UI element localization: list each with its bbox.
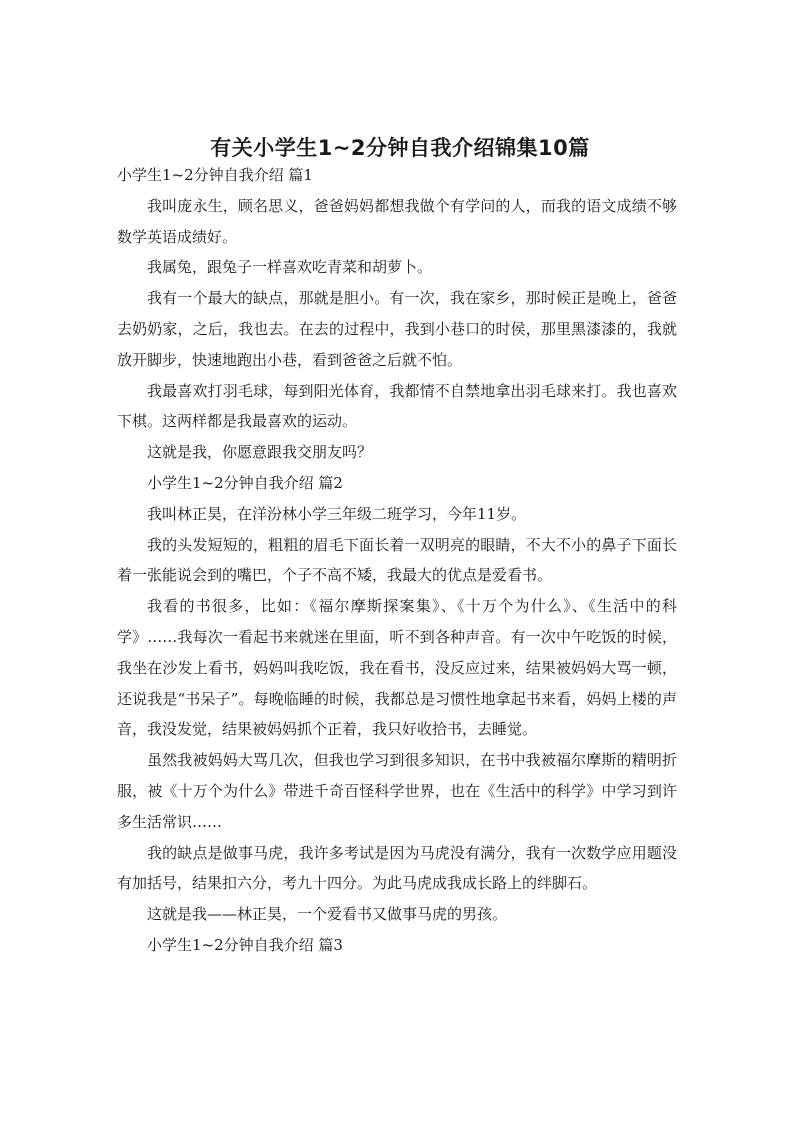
paragraph: 我有一个最大的缺点，那就是胆小。有一次，我在家乡，那时候正是晚上，爸爸去奶奶家，之后，我也去。在去的过程中，我到小巷口的时侯，那里黑漆漆的，我就放开脚步，快速地跑出小巷，看到爸爸之后就不怕。 — [117, 289, 677, 369]
paragraph: 我最喜欢打羽毛球，每到阳光体育，我都情不自禁地拿出羽毛球来打。我也喜欢下棋。这两样都是我最喜欢的运动。 — [117, 381, 677, 431]
paragraph: 虽然我被妈妈大骂几次，但我也学习到很多知识，在书中我被福尔摩斯的精明折服，被《十万个为什么》带进千奇百怪科学世界，也在《生活中的科学》中学习到许多生活常识…… — [117, 751, 677, 831]
paragraph: 我看的书很多，比如：《福尔摩斯探案集》、《十万个为什么》、《生活中的科学》……我每次一看起书来就迷在里面，听不到各种声音。有一次中午吃饭的时候，我坐在沙发上看书，妈妈叫我吃饭，我在看书，没反应过来，结果被妈妈大骂一顿，还说我是“书呆子”。每晚临睡的时候，我都总是习惯性地拿起书来看，妈妈上楼的声音，我没发觉，结果被妈妈抓个正着，我只好收拾书，去睡觉。 — [117, 597, 677, 739]
paragraph: 我属兔，跟兔子一样喜欢吃青菜和胡萝卜。 — [147, 258, 433, 277]
section-heading: 小学生1~2分钟自我介绍 篇1 — [117, 166, 313, 184]
paragraph: 我叫林正昊，在洋汾林小学三年级二班学习，今年11岁。 — [147, 504, 527, 523]
section-heading: 小学生1~2分钟自我介绍 篇2 — [147, 473, 343, 492]
paragraph: 我叫庞永生，顾名思义，爸爸妈妈都想我做个有学问的人，而我的语文成绩不够数学英语成绩好。 — [117, 196, 677, 246]
document-body — [117, 160, 677, 961]
paragraph: 我的头发短短的，粗粗的眉毛下面长着一双明亮的眼睛，不大不小的鼻子下面长着一张能说会到的嘴巴，个子不高不矮，我最大的优点是爱看书。 — [117, 535, 677, 585]
paragraph: 我的缺点是做事马虎，我许多考试是因为马虎没有满分，我有一次数学应用题没有加括号，结果扣六分，考九十四分。为此马虎成我成长路上的绊脚石。 — [117, 843, 677, 893]
paragraph: 这就是我——林正昊，一个爱看书又做事马虎的男孩。 — [147, 905, 508, 924]
document-title: 有关小学生1~2分钟自我介绍锦集10篇 — [210, 136, 590, 161]
paragraph: 这就是我，你愿意跟我交朋友吗？ — [147, 443, 373, 462]
section-heading: 小学生1~2分钟自我介绍 篇3 — [147, 935, 343, 954]
